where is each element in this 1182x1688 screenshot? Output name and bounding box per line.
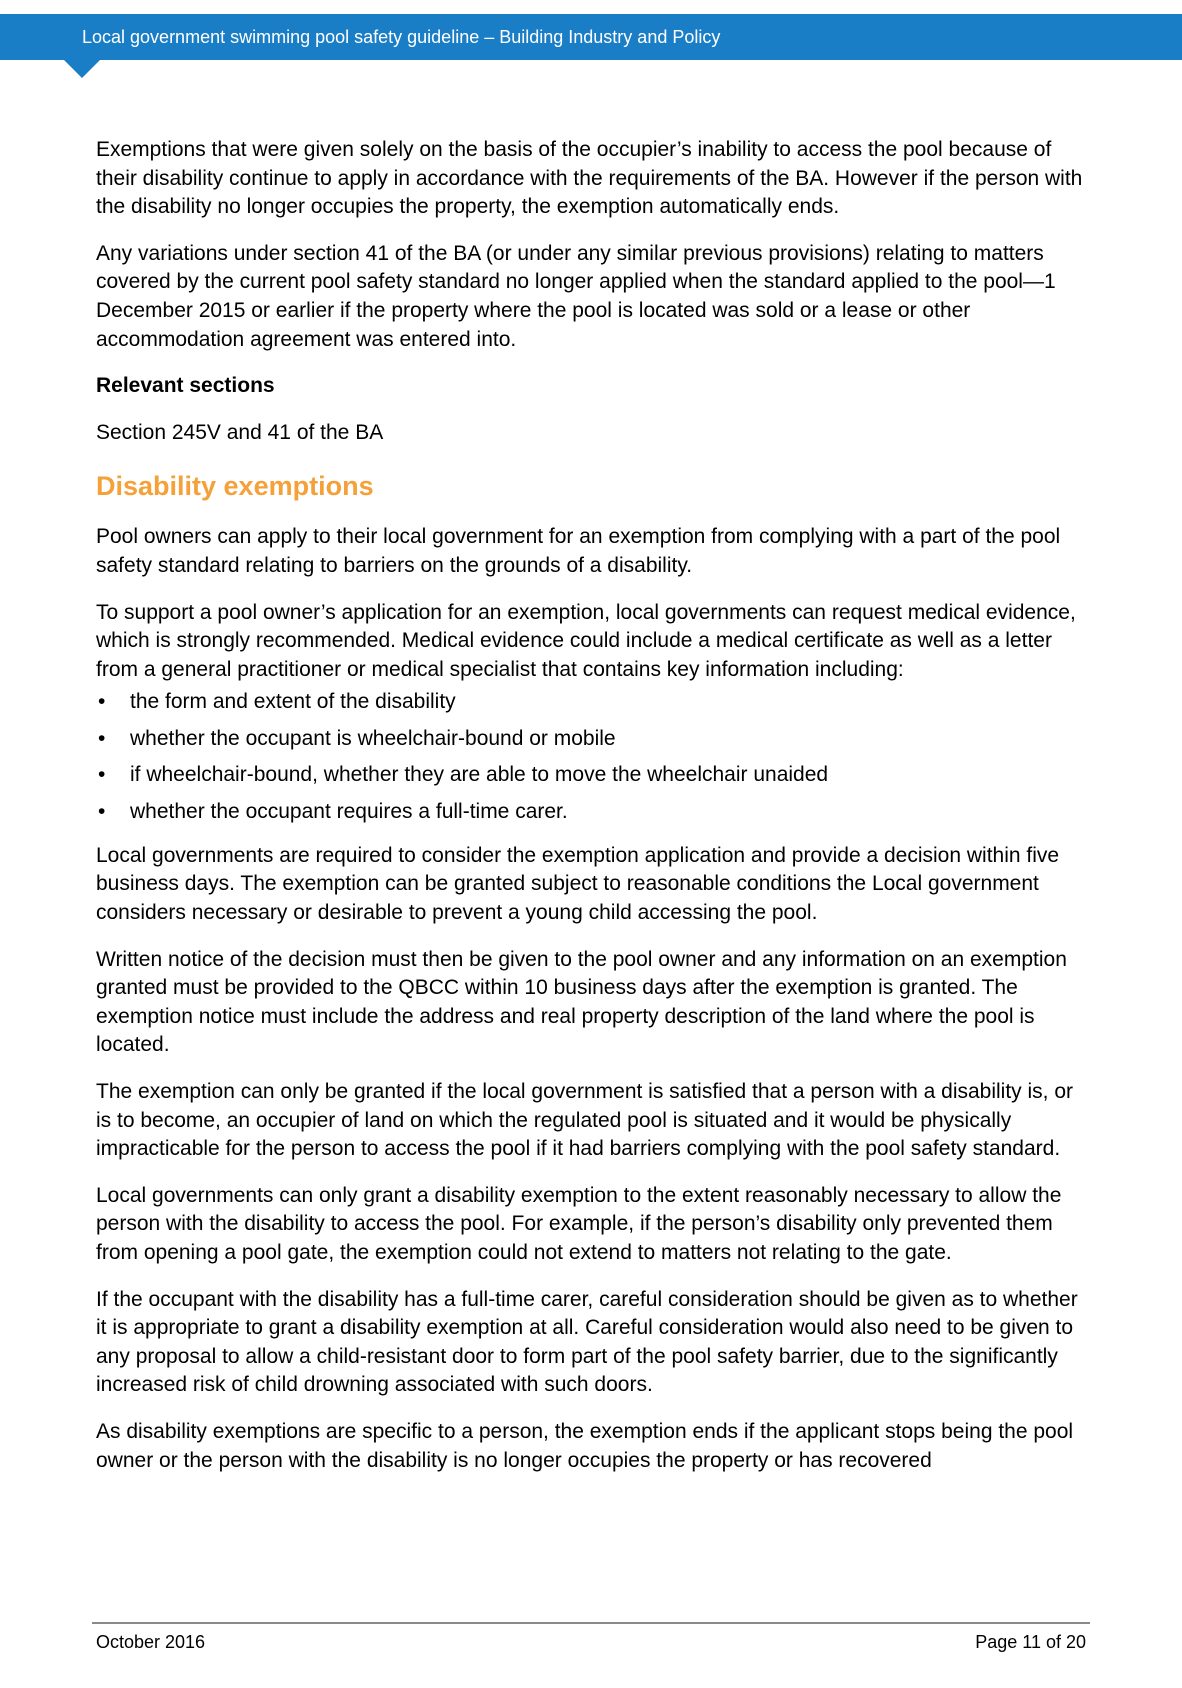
bullet-icon: • (98, 763, 106, 787)
header-bar (0, 14, 1182, 60)
paragraph-written-notice: Written notice of the decision must then be given to the pool owner and any information on an exemption granted must be provided to the QBCC within 10 business days after the exemption is granted. The exemption notice must include the address and real property description of the land where the pool is located. (96, 947, 1067, 1057)
section-heading-disability-exemptions: Disability exemptions (96, 471, 374, 502)
bullet-icon: • (98, 690, 106, 714)
header-notch (62, 58, 102, 78)
list-item (96, 761, 1092, 789)
list-item (96, 798, 1092, 826)
bullet-icon: • (98, 799, 106, 823)
relevant-sections-text: Section 245V and 41 of the BA (96, 420, 384, 444)
footer-page-number: Page 11 of 20 (975, 1632, 1086, 1652)
footer-divider (92, 1622, 1090, 1624)
paragraph-granting-conditions: The exemption can only be granted if the local government is satisfied that a person with a disability is, or is to become, an occupier of land on which the regulated pool is situated and it would be physically impracticable for the person to access the pool if it had barriers complying with the pool safety standard. (96, 1079, 1074, 1161)
page-content (96, 136, 1092, 1475)
list-item (96, 688, 1092, 716)
paragraph-variations: Any variations under section 41 of the BA (or under any similar previous provisions) relating to matters covered by the current pool safety standard no longer applied when the standard applied to the pool—1 December 2015 or earlier if the property where the pool is located was sold or a lease or other accommodation agreement was entered into. (96, 241, 1056, 351)
paragraph-apply-exemption: Pool owners can apply to their local government for an exemption from complying with a part of the pool safety standard relating to barriers on the grounds of a disability. (96, 525, 1061, 577)
paragraph-medical-evidence: To support a pool owner’s application for an exemption, local governments can request medical evidence, which is strongly recommended. Medical evidence could include a medical certificate as well as a letter from a general practitioner or medical specialist that contains key information including: (96, 600, 1076, 681)
footer-date: October 2016 (96, 1632, 206, 1652)
list-item-text: whether the occupant is wheelchair-bound or mobile (130, 726, 616, 750)
paragraph-existing-exemptions: Exemptions that were given solely on the basis of the occupier’s inability to access the pool because of their disability continue to apply in accordance with the requirements of the BA. However if the person with the disability no longer occupies the property, the exemption automatically ends. (96, 138, 1083, 219)
bullet-icon: • (98, 726, 106, 750)
paragraph-decision-timeframe: Local governments are required to consider the exemption application and provide a decision within five business days. The exemption can be granted subject to reasonable conditions the Local government considers necessary or desirable to prevent a young child accessing the pool. (96, 843, 1060, 924)
list-item-text: if wheelchair-bound, whether they are able to move the wheelchair unaided (130, 763, 829, 787)
paragraph-extent-of-exemption: Local governments can only grant a disability exemption to the extent reasonably necessary to allow the person with the disability to access the pool. For example, if the person’s disability only prevented them from opening a pool gate, the exemption could not extend to matters not relating to the gate. (96, 1183, 1062, 1264)
relevant-sections-heading: Relevant sections (96, 374, 275, 398)
medical-info-list (96, 688, 1092, 826)
paragraph-exemption-ends: As disability exemptions are specific to a person, the exemption ends if the applicant stops being the pool owner or the person with the disability is no longer occupies the property or has recovered (96, 1419, 1074, 1472)
paragraph-full-time-carer: If the occupant with the disability has a full-time carer, careful consideration should be given as to whether it is appropriate to grant a disability exemption at all. Careful consideration would also need to be given to any proposal to allow a child-resistant door to form part of the pool safety barrier, due to the significantly increased risk of child drowning associated with such doors. (96, 1287, 1078, 1397)
list-item-text: whether the occupant requires a full-time carer. (130, 799, 568, 823)
header-title: Local government swimming pool safety guideline – Building Industry and Policy (82, 27, 721, 47)
list-item (96, 725, 1092, 753)
list-item-text: the form and extent of the disability (130, 690, 456, 714)
